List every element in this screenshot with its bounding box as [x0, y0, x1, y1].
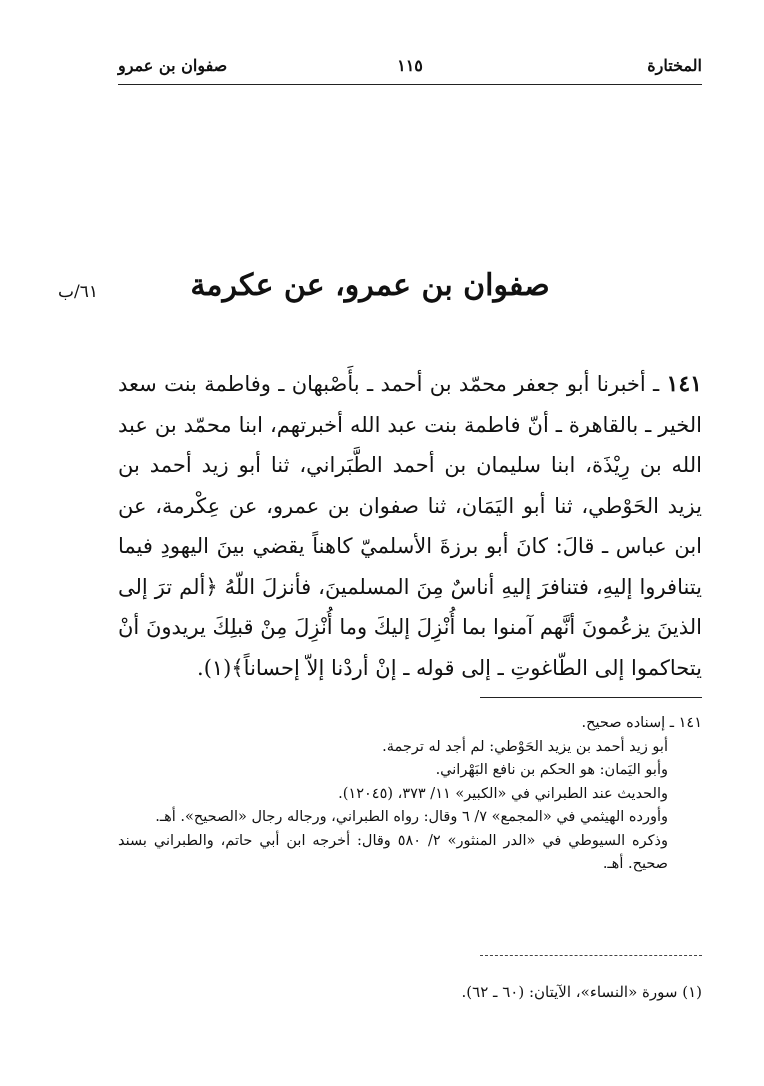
hadith-paragraph [118, 364, 702, 688]
header-rule [118, 84, 702, 85]
running-section-title: صفوان بن عمرو [118, 56, 228, 75]
note-line: أبو زيد أحمد بن يزيد الحَوْطي: لم أجد له ترجمة. [382, 738, 668, 755]
footnote-separator [480, 955, 702, 956]
commentary-notes [118, 712, 702, 877]
footnote: (١) سورة «النساء»، الآيتان: (٦٠ ـ ٦٢). [461, 983, 702, 1001]
notes-separator [480, 697, 702, 698]
note-line: وأورده الهيثمي في «المجمع» ٧/ ٦ وقال: رواه الطبراني، ورجاله رجال «الصحيح». أهـ. [155, 809, 668, 825]
note-line: ١٤١ ـ إسناده صحيح. [581, 715, 702, 731]
book-title: المختارة [647, 56, 702, 75]
hadith-number: ١٤١ [666, 371, 702, 397]
hadith-text: ـ أخبرنا أبو جعفر محمّد بن أحمد ـ بأَصْبهان ـ وفاطمة بنت سعد الخير ـ بالقاهرة ـ أنّ فاطمة بنت عبد الله أخبرتهم، ابنا محمّد بن عبد الله بن رِيْذَة، ابنا سليمان بن أحمد الطَّبَراني، ثنا أبو زيد أحمد بن يزيد الحَوْطي، ثنا أبو اليَمَان، ثنا صفوان بن عمرو، عن عِكْرمة، عن ابن عباس ـ قالَ: كانَ أبو برزةَ الأسلميّ كاهناً يقضي بينَ اليهودِ فيما يتنافروا إليهِ، فتنافرَ إليهِ أناسٌ مِنَ المسلمينَ، فأنزلَ اللّهُ ﴿ألم ترَ إلى الذينَ يزعُمونَ أنَّهم آمنوا بما أُنْزِلَ إليكَ وما أُنْزِلَ مِنْ قبلِكَ يريدونَ أنْ يتحاكموا إلى الطّاغوتِ ـ إلى قوله ـ إنْ أردْنا إلاّ إحساناً﴾(١). [118, 372, 702, 680]
running-header [118, 56, 702, 82]
section-heading: صفوان بن عمرو، عن عكرمة [190, 268, 550, 303]
note-line: وأبو اليَمان: هو الحكم بن نافع البَهْراني. [435, 762, 668, 778]
manuscript-folio-note: ٦١/ب [58, 282, 98, 302]
note-line: وذكره السيوطي في «الدر المنثور» ٢/ ٥٨٠ وقال: أخرجه ابن أبي حاتم، والطبراني بسند صحيح. أهـ. [118, 832, 669, 872]
page-number: ١١٥ [397, 56, 423, 75]
note-line: والحديث عند الطبراني في «الكبير» ١١/ ٣٧٣، (١٢٠٤٥). [338, 785, 668, 802]
